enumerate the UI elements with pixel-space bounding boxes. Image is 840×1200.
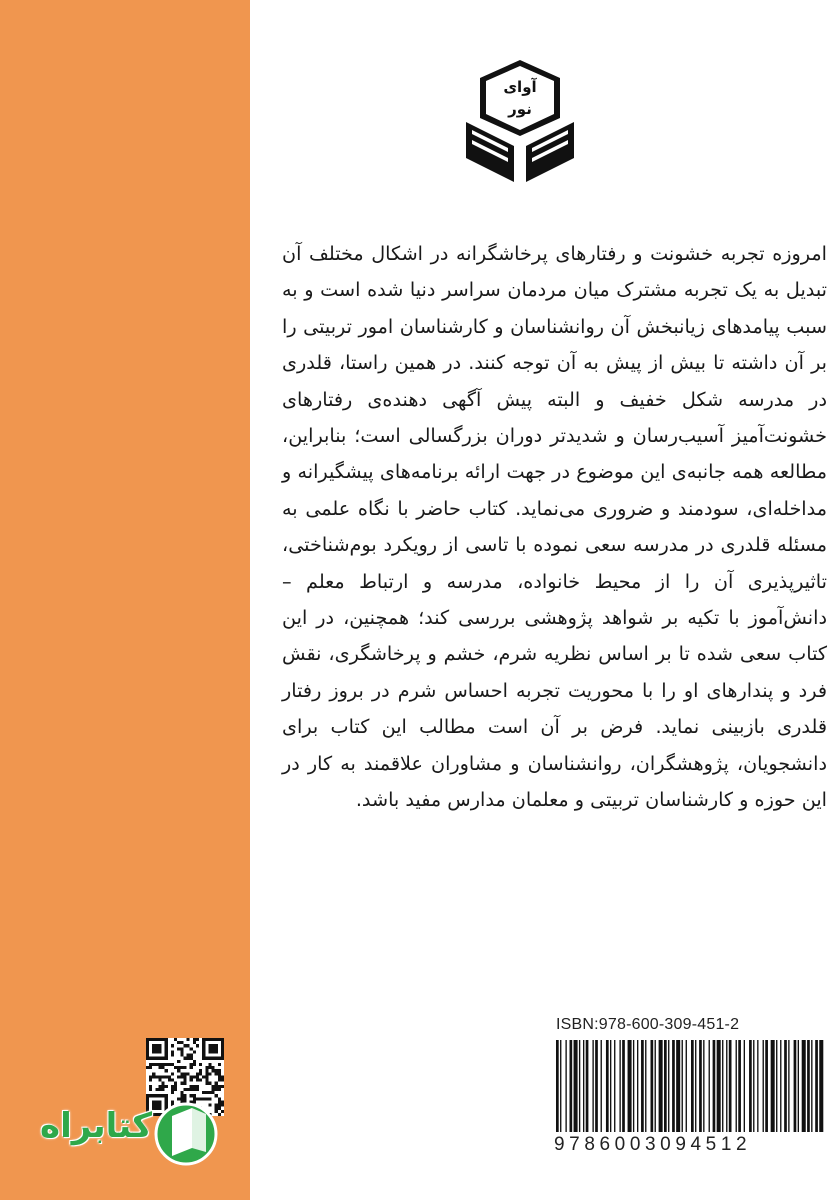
back-cover-spine — [0, 0, 250, 1200]
barcode-digits: 9786003094512 — [554, 1134, 752, 1155]
book-description: امروزه تجربه خشونت و رفتارهای پرخاشگرانه در اشکال مختلف آن تبدیل به یک تجربه مشترک میان مردمان سراسر دنیا شده است و به سبب پیامدهای زیانبخش آن روانشناسان و کارشناسان امور تربیتی را بر آن داشته تا بیش از پیش به آن توجه کنند. در همین راستا، قلدری در مدرسه شکل خفیف و البته پیش آگهی دهنده‌ی رفتارهای خشونت‌آمیز آسیب‌رسان و شدیدتر دوران بزرگسالی است؛ بنابراین، مطالعه همه جانبه‌ی این موضوع در جهت ارائه برنامه‌های پیشگیرانه و مداخله‌ای، سودمند و ضروری می‌نماید. کتاب حاضر با نگاه علمی به مسئله قلدری در مدرسه سعی نموده با تاسی از رویکرد بوم‌شناختی، تاثیرپذیری آن را از محیط خانواده، مدرسه و ارتباط معلم – دانش‌آموز با تکیه بر شواهد پژوهشی بررسی کند؛ همچنین، در این کتاب سعی شده تا بر اساس نظریه شرم، خشم و پرخاشگری، نقش فرد و پندارهای او را با محوریت تجربه احساس شرم در بروز رفتار قلدری بازبینی نماید. فرض بر آن است مطالب این کتاب برای دانشجویان، پژوهشگران، روانشناسان و مشاوران علاقمند به کار در این حوزه و کارشناسان تربیتی و معلمان مدارس مفید باشد. — [282, 242, 827, 812]
isbn-label: ISBN:978-600-309-451-2 — [556, 1016, 740, 1033]
store-name: کتابراه — [40, 1106, 153, 1146]
publisher-name-line1: آوای — [503, 78, 537, 96]
books-logo-icon — [460, 56, 580, 184]
isbn-barcode — [554, 1040, 824, 1132]
ketabrah-logo-icon[interactable] — [148, 1094, 220, 1168]
publisher-name-line2: نور — [508, 100, 532, 118]
